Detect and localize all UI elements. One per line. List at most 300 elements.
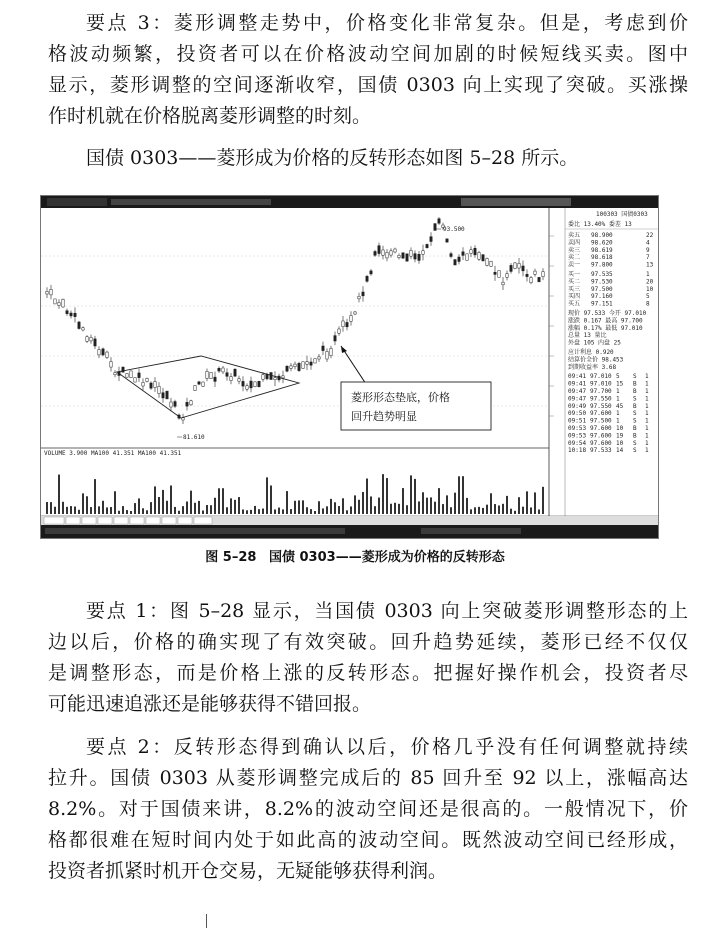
candle-body (138, 373, 140, 378)
quote-cell: 97.530 (591, 278, 613, 286)
text-line: 投资者抓紧时机开仓交易，无疑能够获得利润。 (48, 860, 448, 882)
candle-body (490, 261, 492, 266)
candle-body (294, 364, 296, 367)
quote-cell: 22 (646, 232, 654, 239)
volume-bar (54, 507, 56, 514)
quote-cell: 09:41 (568, 380, 587, 388)
volume-bar (410, 475, 412, 514)
candle-body (514, 263, 516, 269)
volume-bar (334, 502, 336, 514)
candle-body (282, 376, 284, 378)
quote-cell: 卖四 (568, 239, 581, 247)
volume-bar (62, 502, 64, 514)
quote-cell: 1 (616, 395, 620, 403)
candle-body (330, 348, 332, 355)
candle-body (94, 339, 96, 346)
volume-bar (282, 509, 284, 514)
volume-bar (378, 498, 380, 514)
quote-cell: S (633, 395, 637, 403)
volume-bar (442, 504, 444, 514)
quote-cell: 1 (645, 395, 649, 403)
volume-bar (362, 492, 364, 514)
quote-cell: 现价 97.533 今开 97.010 (568, 310, 647, 317)
volume-bar (402, 488, 404, 514)
volume-bar (462, 476, 464, 514)
candle-body (450, 254, 452, 257)
svg-text:100303 国债0303: 100303 国债0303 (596, 211, 648, 218)
text-line: 格都很难在短时间内处于如此高的波动空间。既然波动空间已经形成， (48, 829, 688, 851)
candle-body (458, 257, 460, 261)
volume-bar (266, 477, 268, 514)
quote-cell: 98.900 (591, 232, 613, 239)
volume-bar (210, 505, 212, 514)
candle-body (290, 366, 292, 368)
volume-bar (46, 502, 48, 514)
quote-cell: 09:47 (568, 388, 587, 395)
candle-body (318, 357, 320, 359)
candle-body (386, 252, 388, 258)
candle-body (110, 362, 112, 368)
volume-bar (74, 507, 76, 514)
volume-bar (534, 492, 536, 514)
volume-bar (106, 507, 108, 514)
volume-bar (522, 507, 524, 514)
candle-body (70, 313, 72, 316)
candle-body (146, 378, 148, 381)
volume-bar (122, 506, 124, 514)
candle-body (186, 402, 188, 406)
volume-bar (302, 500, 304, 514)
quote-cell: 98.620 (591, 239, 613, 247)
candle-body (338, 329, 340, 333)
quote-cell: 买二 (568, 278, 581, 286)
text-line: 可能迅速追涨还是能够获得不错回报。 (48, 693, 372, 715)
candle-body (114, 373, 116, 375)
svg-text:委比 13.40% 委差 13: 委比 13.40% 委差 13 (568, 221, 632, 228)
volume-bar (226, 507, 228, 514)
caption-text: 国债 0303——菱形成为价格的反转形态 (268, 550, 505, 565)
volume-bar (142, 508, 144, 514)
volume-bar (222, 488, 224, 514)
quote-cell: 7 (646, 254, 650, 262)
quote-cell: 1 (645, 402, 649, 410)
volume-bar (450, 507, 452, 514)
volume-bar (158, 497, 160, 514)
quote-cell: 97.700 (590, 388, 612, 395)
volume-bar (382, 474, 384, 514)
volume-bar (110, 507, 112, 514)
candle-body (126, 374, 128, 378)
quote-cell: 09:53 (568, 432, 587, 440)
volume-bar (194, 503, 196, 514)
quote-cell: B (633, 402, 637, 410)
text-line: 格波动频繁，投资者可以在价格波动空间加剧的时候短线买卖。图中 (48, 43, 688, 65)
candle-body (422, 251, 424, 255)
quote-cell: 97.533 (590, 447, 612, 455)
quote-cell: 97.600 (590, 410, 612, 418)
candle-body (234, 369, 236, 376)
candle-body (46, 291, 48, 294)
candle-body (326, 351, 328, 359)
quote-cell: 买三 (568, 285, 581, 293)
volume-bar (394, 503, 396, 514)
candle-body (446, 239, 448, 242)
volume-bar (290, 509, 292, 514)
volume-bar (130, 511, 132, 514)
candle-body (362, 292, 364, 296)
candle-body (102, 349, 104, 355)
candle-body (406, 254, 408, 261)
candle-body (162, 393, 164, 398)
volume-bar (434, 502, 436, 514)
candle-body (142, 382, 144, 386)
volume-bar (82, 493, 84, 514)
quote-cell: 买五 (568, 300, 581, 308)
candle-body (86, 337, 88, 342)
volume-bar (238, 497, 240, 514)
quote-cell: B (633, 380, 637, 388)
candle-body (198, 382, 200, 384)
quote-cell: 卖三 (568, 246, 581, 254)
volume-bar (174, 507, 176, 514)
quote-cell: 1 (645, 373, 649, 381)
candle-body (134, 378, 136, 382)
quote-cell: 97.550 (590, 402, 612, 410)
quote-cell: 1 (616, 417, 620, 425)
quote-cell: 1 (645, 447, 649, 455)
volume-bar (118, 511, 120, 514)
volume-bar (422, 492, 424, 514)
quote-cell: 98.619 (591, 246, 613, 254)
candle-body (506, 274, 508, 278)
candle-body (74, 313, 76, 316)
quote-cell: 10:18 (568, 447, 587, 455)
candle-body (430, 237, 432, 242)
low-price-label: 81.610 (183, 434, 205, 441)
quote-cell: 97.500 (590, 417, 612, 425)
volume-bar (126, 510, 128, 514)
volume-bar (178, 511, 180, 514)
candle-body (158, 386, 160, 393)
candle-body (266, 374, 268, 379)
quote-cell: S (633, 410, 637, 418)
quote-cell: 97.535 (591, 271, 613, 278)
volume-bar (94, 479, 96, 514)
candle-body (202, 382, 204, 386)
text-line: 国债 0303——菱形成为价格的反转形态如图 5–28 所示。 (86, 147, 579, 169)
candle-body (494, 272, 496, 274)
quote-cell: S (633, 447, 637, 455)
text-line: 要点 3：菱形调整走势中，价格变化非常复杂。但是，考虑到价 (86, 12, 688, 34)
candle-body (470, 250, 472, 254)
volume-bar (318, 501, 320, 514)
quote-cell: 09:41 (568, 373, 587, 381)
volume-bar (206, 505, 208, 514)
candle-body (50, 289, 52, 295)
candle-body (250, 381, 252, 388)
candle-body (54, 299, 56, 304)
candle-body (538, 277, 540, 282)
volume-bar (134, 503, 136, 514)
volume-bar (398, 504, 400, 514)
quote-cell: 涨幅 0.17% 最低 97.010 (568, 324, 643, 332)
quote-cell: S (633, 373, 637, 381)
quote-cell: 97.600 (590, 425, 612, 432)
volume-bar (186, 502, 188, 514)
quote-cell: S (633, 417, 637, 425)
text-line: 拉升。国债 0303 从菱形调整完成后的 85 回升至 92 以上，涨幅高达 (48, 767, 688, 789)
candle-body (534, 271, 536, 274)
candle-body (522, 266, 524, 271)
candle-body (502, 282, 504, 285)
volume-bar (98, 506, 100, 514)
candle-body (262, 375, 264, 380)
volume-bar (146, 510, 148, 514)
volume-bar (214, 498, 216, 514)
volume-bar (338, 506, 340, 514)
volume-bar (86, 496, 88, 514)
candle-body (354, 312, 356, 314)
quote-cell: 20 (646, 278, 654, 286)
quote-cell: 1 (645, 417, 649, 425)
paragraph-point-3 (48, 8, 688, 132)
volume-bar (198, 501, 200, 514)
quote-cell: 1 (645, 439, 649, 447)
candle-body (206, 371, 208, 378)
candle-body (390, 251, 392, 255)
volume-bar (202, 511, 204, 514)
paragraph-figure-intro (48, 143, 688, 174)
volume-bar (114, 491, 116, 514)
quote-cell: 8 (646, 300, 650, 308)
volume-bar (274, 509, 276, 514)
volume-bar (298, 500, 300, 514)
volume-bar (406, 505, 408, 514)
volume-bars (46, 474, 544, 514)
volume-label: VOLUME 3.900 MA100 41.351 MA100 41.351 (44, 450, 182, 457)
text-line: 要点 2：反转形态得到确认以后，价格几乎没有任何调整就持续 (86, 736, 688, 758)
candle-body (254, 382, 256, 387)
candle-body (210, 372, 212, 378)
volume-bar (314, 511, 316, 514)
candle-body (334, 336, 336, 341)
candle-body (298, 363, 300, 370)
volume-bar (486, 505, 488, 514)
volume-bar (514, 511, 516, 514)
candle-body (438, 219, 440, 224)
candle-body (66, 311, 68, 314)
quote-cell: 涨跌 0.167 最高 97.700 (568, 317, 643, 325)
volume-bar (50, 502, 52, 514)
candle-body (322, 346, 324, 351)
volume-bar (530, 507, 532, 514)
candle-body (482, 255, 484, 261)
volume-bar (66, 507, 68, 514)
quote-cell: 97.500 (591, 285, 613, 293)
quote-cell: 97.600 (590, 432, 612, 440)
candle-body (518, 263, 520, 268)
quote-cell: 总量 13 量比 (568, 332, 607, 340)
candle-body (306, 362, 308, 365)
candle-body (310, 362, 312, 365)
volume-bar (458, 476, 460, 514)
annotation-line-2: 回升趋势明显 (351, 410, 417, 423)
candle-body (214, 377, 216, 381)
volume-bar (78, 510, 80, 514)
candle-body (526, 274, 528, 276)
candle-body (486, 258, 488, 265)
volume-bar (498, 506, 500, 514)
quote-cell: 09:50 (568, 410, 587, 418)
candle-body (398, 255, 400, 257)
text-line: 作时机就在价格脱离菱形调整的时刻。 (48, 105, 372, 127)
volume-bar (150, 502, 152, 514)
volume-bar (70, 506, 72, 514)
candle-body (530, 278, 532, 283)
volume-bar (242, 509, 244, 514)
volume-bar (438, 488, 440, 514)
volume-bar (350, 506, 352, 514)
candle-body (274, 378, 276, 380)
volume-bar (526, 491, 528, 514)
volume-bar (278, 508, 280, 514)
candle-body (174, 402, 176, 407)
volume-bar (162, 490, 164, 514)
quote-cell: 1 (645, 425, 649, 432)
volume-bar (342, 498, 344, 514)
volume-bar (102, 501, 104, 514)
volume-bar (482, 508, 484, 514)
quote-cell: 卖二 (568, 254, 581, 262)
candle-body (542, 272, 544, 277)
volume-bar (246, 510, 248, 514)
volume-bar (58, 475, 60, 514)
volume-bar (254, 506, 256, 514)
quote-cell: 5 (646, 293, 650, 301)
paragraph-point-2 (48, 732, 688, 887)
quote-cell: 10 (616, 425, 624, 432)
text-line: 8.2%。对于国债来讲，8.2%的波动空间还是很高的。一般情况下，价 (48, 798, 688, 820)
volume-bar (414, 479, 416, 514)
quote-cell: 10 (616, 439, 624, 447)
candle-body (154, 381, 156, 387)
candle-body (478, 252, 480, 259)
volume-bar (386, 478, 388, 514)
candle-body (418, 254, 420, 260)
candle-body (218, 368, 220, 371)
volume-bar (330, 499, 332, 514)
quote-cell: 1 (645, 388, 649, 395)
quote-cell: 5 (616, 373, 620, 381)
volume-bar (466, 498, 468, 514)
volume-bar (418, 501, 420, 514)
volume-bar (518, 497, 520, 514)
candle-body (150, 383, 152, 388)
candle-body (426, 244, 428, 247)
candle-body (346, 322, 348, 326)
candle-body (302, 362, 304, 369)
volume-bar (390, 504, 392, 514)
candle-body (238, 379, 240, 382)
candle-body (402, 253, 404, 259)
candle-body (270, 372, 272, 379)
volume-bar (538, 510, 540, 514)
candle-body (242, 381, 244, 386)
quote-cell: 应计利息 0.920 (568, 349, 614, 356)
candle-body (166, 391, 168, 399)
candle-body (510, 265, 512, 271)
quote-cell: 97.151 (591, 300, 613, 308)
caption-number: 图 5–28 (205, 550, 257, 565)
quote-cell: 09:53 (568, 425, 587, 432)
candle-body (498, 271, 500, 278)
volume-bar (374, 506, 376, 514)
volume-bar (166, 501, 168, 514)
candle-body (130, 371, 132, 378)
quote-cell: 09:47 (568, 395, 587, 403)
volume-bar (270, 486, 272, 514)
volume-bar (322, 508, 324, 514)
chart-screenshot (40, 195, 659, 539)
text-line: 要点 1：图 5–28 显示，当国债 0303 向上突破菱形调整形态的上 (86, 600, 688, 622)
candle-body (342, 321, 344, 327)
page-mark (206, 914, 207, 928)
quote-cell: 1 (645, 432, 649, 440)
quote-cell: 97.800 (591, 261, 613, 269)
volume-bar (218, 488, 220, 514)
candle-body (374, 251, 376, 255)
text-line: 显示，菱形调整的空间逐渐收窄，国债 0303 向上实现了突破。买涨操 (48, 74, 688, 96)
quote-cell: 4 (646, 239, 650, 247)
quote-cell: B (633, 388, 637, 395)
quote-cell: 卖五 (568, 232, 581, 239)
quote-cell: 13 (646, 261, 654, 269)
volume-bar (510, 509, 512, 514)
candle-body (366, 276, 368, 281)
volume-bar (182, 506, 184, 514)
candle-body (350, 316, 352, 322)
volume-bar (250, 510, 252, 514)
quote-cell: 09:49 (568, 402, 587, 410)
volume-bar (310, 509, 312, 514)
quote-cell: 97.600 (590, 439, 612, 447)
candle-body (466, 254, 468, 261)
volume-bar (190, 491, 192, 514)
volume-bar (366, 479, 368, 514)
candle-body (90, 337, 92, 341)
quote-cell: 1 (616, 410, 620, 418)
volume-bar (346, 510, 348, 514)
quote-cell: 10 (646, 285, 654, 293)
quote-cell: 97.160 (591, 293, 613, 301)
quote-cell: 1 (645, 410, 649, 418)
quote-cell: 14 (616, 447, 624, 455)
volume-bar (446, 495, 448, 514)
paragraph-point-1 (48, 596, 688, 720)
volume-bar (234, 500, 236, 514)
volume-bar (426, 498, 428, 514)
volume-bar (262, 509, 264, 514)
candle-body (474, 248, 476, 255)
quote-cell: 1 (645, 380, 649, 388)
quote-cell: 97.010 (590, 380, 612, 388)
figure-caption (0, 546, 710, 565)
quote-cell: 19 (616, 432, 624, 440)
candle-body (226, 373, 228, 377)
volume-bar (170, 486, 172, 514)
candle-body (410, 250, 412, 256)
candle-body (394, 249, 396, 252)
